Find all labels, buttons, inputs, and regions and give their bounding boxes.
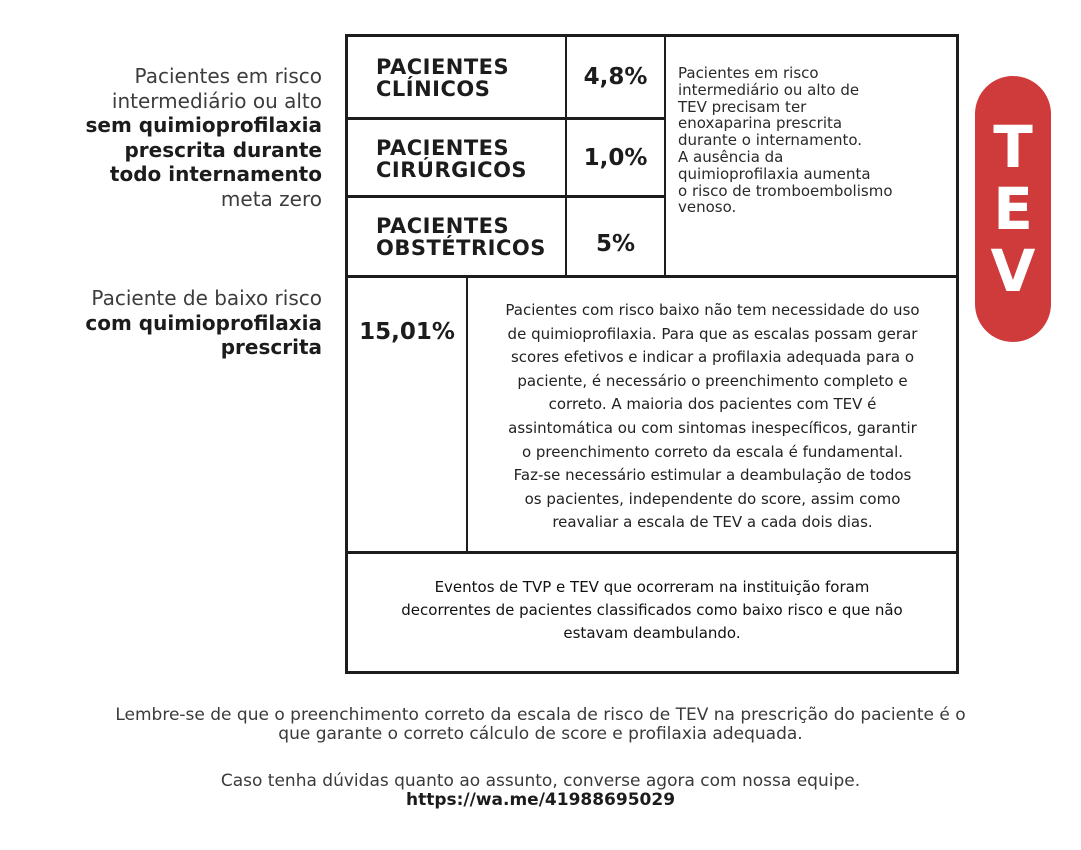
left-label-line: sem quimioprofilaxia <box>85 113 322 137</box>
tev-letter: T <box>993 113 1033 181</box>
note-line: Pacientes com risco baixo não tem necessidade do uso <box>505 301 920 319</box>
value-surgical: 1,0% <box>583 145 648 171</box>
note-line: scores efetivos e indicar a profilaxia adequada para o <box>510 348 914 367</box>
left-label-line: intermediário ou alto <box>111 88 322 113</box>
left-label-line: prescrita <box>220 335 322 359</box>
note-line: enoxaparina prescrita <box>678 114 843 133</box>
left-label-line: todo internamento <box>109 162 322 186</box>
note-line: Pacientes em risco <box>678 64 819 82</box>
note-line: de quimioprofilaxia. Para que as escalas possam gerar <box>507 324 918 343</box>
category-line: OBSTÉTRICOS <box>376 236 546 260</box>
table-divider <box>348 117 666 120</box>
note-line: quimioprofilaxia aumenta <box>678 164 871 183</box>
note-line: os pacientes, independente do score, assim como <box>524 489 901 508</box>
category-line: CLÍNICOS <box>376 77 491 101</box>
left-label-line: Paciente de baixo risco <box>91 286 322 310</box>
note-line: o risco de tromboembolismo <box>678 181 893 200</box>
left-label-line: meta zero <box>220 186 322 211</box>
note-line: assintomática ou com sintomas inespecíficos, garantir <box>508 418 917 437</box>
left-label-low-risk <box>85 286 322 360</box>
category-surgical <box>376 137 527 181</box>
category-obstetric <box>376 215 546 259</box>
note-line: durante o internamento. <box>678 131 863 150</box>
events-note <box>348 576 956 645</box>
risk-table <box>345 34 959 674</box>
tev-letter: E <box>993 175 1033 243</box>
note-line: estavam deambulando. <box>563 624 741 642</box>
note-line: reavaliar a escala de TEV a cada dois dias. <box>552 513 873 532</box>
table-divider <box>348 195 666 198</box>
category-line: PACIENTES <box>376 136 510 160</box>
footer-line: Lembre-se de que o preenchimento correto da escala de risco de TEV na prescrição do paciente é o <box>115 705 966 725</box>
table-divider <box>466 277 468 553</box>
whatsapp-link[interactable]: https://wa.me/41988695029 <box>405 790 676 810</box>
note-line: o preenchimento correto da escala é fundamental. <box>521 442 904 461</box>
left-label-line: com quimioprofilaxia <box>85 310 322 335</box>
footer-reminder <box>0 706 1081 744</box>
table-divider <box>348 551 956 554</box>
note-line: Eventos de TVP e TEV que ocorreram na instituição foram <box>434 578 870 596</box>
note-line: intermediário ou alto de <box>678 80 860 99</box>
note-line: TEV precisam ter <box>678 97 807 116</box>
note-line: paciente, é necessário o preenchimento completo e <box>517 371 908 390</box>
intermediate-risk-note <box>678 65 952 216</box>
tev-letter: V <box>990 237 1036 305</box>
footer-contact <box>0 772 1081 810</box>
value-low-risk: 15,01% <box>359 319 455 345</box>
low-risk-note <box>469 299 956 535</box>
category-line: PACIENTES <box>376 55 510 79</box>
value-obstetric: 5% <box>595 231 636 257</box>
note-line: correto. A maioria dos pacientes com TEV é <box>548 395 877 414</box>
left-label-line: prescrita durante <box>124 137 322 162</box>
category-line: CIRÚRGICOS <box>376 158 528 182</box>
note-line: Faz-se necessário estimular a deambulação de todos <box>513 466 912 485</box>
category-clinical <box>376 56 509 100</box>
note-line: venoso. <box>678 198 737 217</box>
left-label-line: Pacientes em risco <box>134 64 322 88</box>
table-divider <box>348 275 956 278</box>
footer-line: Caso tenha dúvidas quanto ao assunto, converse agora com nossa equipe. <box>220 771 861 791</box>
note-line: decorrentes de pacientes classificados como baixo risco e que não <box>401 601 903 619</box>
tev-badge <box>975 76 1051 342</box>
footer-line: que garante o correto cálculo de score e profilaxia adequada. <box>278 724 803 744</box>
value-clinical: 4,8% <box>583 64 648 90</box>
note-line: A ausência da <box>678 147 784 166</box>
left-label-intermediate-risk <box>86 64 322 211</box>
category-line: PACIENTES <box>376 214 510 238</box>
table-divider <box>664 37 666 277</box>
